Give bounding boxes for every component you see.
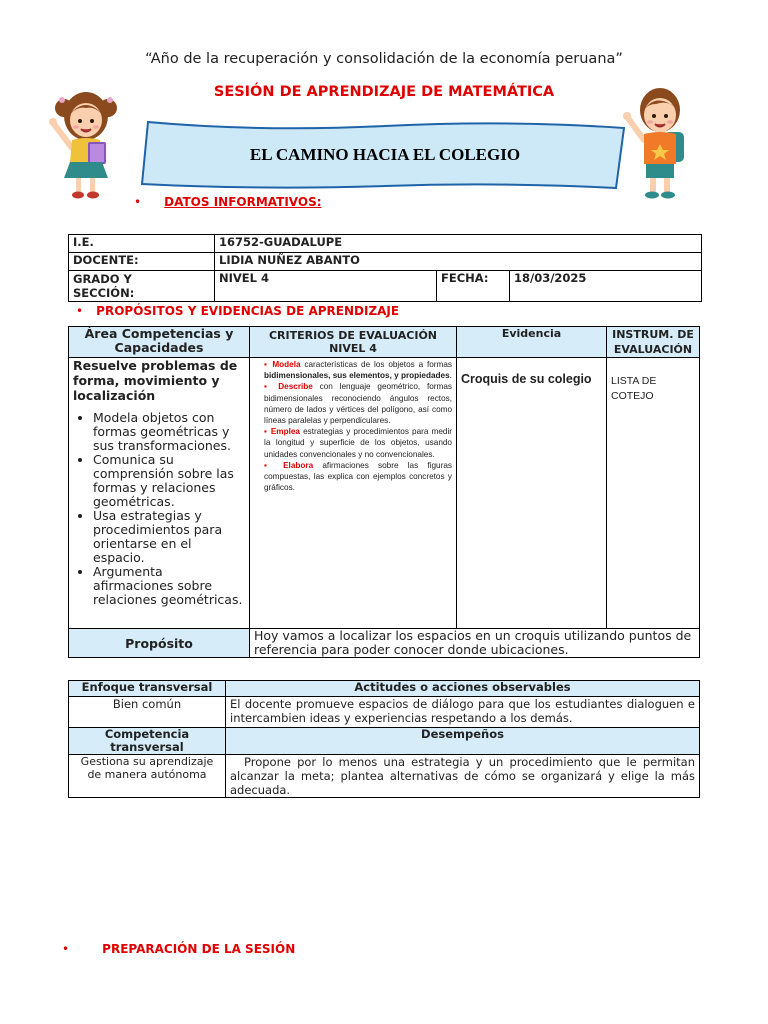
- datos-table: [68, 234, 702, 302]
- banner-title: EL CAMINO HACIA EL COLEGIO: [249, 145, 521, 164]
- criterio-text-end: .: [449, 371, 452, 381]
- grado-label-line2: SECCIÓN:: [73, 286, 135, 300]
- col-area-header-line1: Área Competencias y: [84, 326, 234, 341]
- col-instrumento-header-line1: INSTRUM. DE: [612, 328, 694, 341]
- propositos-heading: PROPÓSITOS Y EVIDENCIAS DE APRENDIZAJE: [96, 304, 400, 318]
- docente-value: LIDIA NUÑEZ ABANTO: [215, 253, 702, 271]
- list-item: • Usa estrategias y procedimientos para orientarse en el espacio.: [93, 509, 245, 565]
- bullet-icon: ▪: [264, 460, 274, 470]
- criterio-verb: Describe: [278, 382, 313, 392]
- bullet-icon: ▪: [264, 360, 269, 369]
- col-instrumento-header: [607, 327, 700, 358]
- boy-student-illustration: [620, 84, 692, 202]
- bullet-icon: •: [76, 304, 84, 318]
- actitudes-value: El docente promueve espacios de diálogo para que los estudiantes dialoguen e intercambien ideas y experiencias respetando a los demás.: [226, 697, 700, 728]
- comp-header-line1: Competencia: [104, 727, 190, 741]
- list-item: • Comunica su comprensión sobre las formas y relaciones geométricas.: [93, 453, 245, 509]
- criterio-item: [264, 359, 452, 381]
- session-title: SESIÓN DE APRENDIZAJE DE MATEMÁTICA: [213, 84, 555, 100]
- bullet-icon: ▪: [264, 427, 268, 437]
- col-criterios-header: CRITERIOS DE EVALUACIÓN NIVEL 4: [250, 327, 457, 358]
- desempenos-header: Desempeños: [226, 728, 700, 755]
- proposito-label: Propósito: [69, 629, 250, 658]
- preparacion-heading-row: [62, 938, 295, 957]
- fecha-label: FECHA:: [437, 271, 510, 302]
- criterio-verb: Elabora: [283, 460, 314, 470]
- actitudes-header: Actitudes o acciones observables: [226, 681, 700, 697]
- criterio-item: [264, 381, 452, 426]
- list-item: • Argumenta afirmaciones sobre relaciones geométricas.: [93, 565, 245, 607]
- comp-value-line1: Gestiona su aprendizaje: [80, 755, 214, 768]
- capacidades-list: [73, 411, 245, 607]
- criterio-text: estrategias y procedimientos para medir la longitud y superficie de los objetos, usando unidades convencionales y no convencionales.: [264, 427, 452, 459]
- competencias-cell: [69, 358, 250, 629]
- criterio-item: [264, 426, 452, 460]
- girl-student-illustration: [48, 86, 124, 202]
- col-evidencia-header: Evidencia: [457, 327, 607, 358]
- ie-value: 16752-GUADALUPE: [215, 235, 702, 253]
- criterio-bold: bidimensionales, sus elementos, y propiedades: [264, 371, 450, 381]
- comp-transversal-header: [69, 728, 226, 755]
- enfoque-table: [68, 680, 700, 798]
- comp-transversal-value: [69, 755, 226, 798]
- year-motto: “Año de la recuperación y consolidación de la economía peruana”: [145, 51, 623, 67]
- enfoque-value: Bien común: [69, 697, 226, 728]
- criterio-text: afirmaciones sobre las figuras compuestas, las explica con ejemplos concretos y gráficos.: [264, 460, 452, 493]
- bullet-icon: •: [62, 942, 70, 956]
- criterio-text: características de los objetos a formas: [300, 360, 452, 369]
- fecha-value: 18/03/2025: [510, 271, 702, 302]
- comp-header-line2: transversal: [110, 740, 184, 754]
- instrumento-cell: [607, 358, 700, 629]
- docente-label: DOCENTE:: [69, 253, 215, 271]
- criterios-cell: [250, 358, 457, 629]
- propositos-table: [68, 326, 700, 658]
- enfoque-header: Enfoque transversal: [69, 681, 226, 697]
- datos-heading: DATOS INFORMATIVOS:: [164, 195, 322, 209]
- desempenos-value: Propone por lo menos una estrategia y un procedimiento que le permitan alcanzar la meta; plantea alternativas de cómo se organizará y elige la más adecuada.: [226, 755, 700, 798]
- preparacion-heading: PREPARACIÓN DE LA SESIÓN: [102, 942, 296, 956]
- criterio-verb: Emplea: [270, 427, 300, 437]
- col-area-header: [69, 327, 250, 358]
- list-item: • Modela objetos con formas geométricas y sus transformaciones.: [93, 411, 245, 453]
- grado-label: [69, 271, 215, 302]
- instrumento-line2: COTEJO: [611, 390, 654, 402]
- datos-heading-row: [134, 191, 322, 210]
- col-instrumento-header-line2: EVALUACIÓN: [613, 343, 693, 356]
- ie-label: I.E.: [69, 235, 215, 253]
- grado-value: NIVEL 4: [215, 271, 437, 302]
- propositos-heading-row: [76, 300, 399, 319]
- instrumento-line1: LISTA DE: [611, 375, 657, 387]
- criterio-item: [264, 460, 452, 494]
- grado-label-line1: GRADO Y: [73, 272, 132, 286]
- col-area-header-line2: Capacidades: [114, 340, 204, 355]
- bullet-icon: •: [134, 195, 142, 209]
- competencia-title: Resuelve problemas de forma, movimiento y localización: [73, 358, 238, 403]
- criterio-verb: Modela: [272, 360, 301, 369]
- criterio-text: con lenguaje geométrico, formas bidimensionales reconociendo ángulos rectos, número de lados y vértices del polígono, así como líneas paralelas y perpendiculares.: [264, 382, 453, 426]
- bullet-icon: ▪: [264, 382, 272, 392]
- comp-value-line2: de manera autónoma: [87, 768, 207, 781]
- proposito-text: Hoy vamos a localizar los espacios en un croquis utilizando puntos de referencia para poder conocer donde ubicaciones.: [250, 629, 700, 658]
- evidencia-cell: Croquis de su colegio: [457, 358, 607, 629]
